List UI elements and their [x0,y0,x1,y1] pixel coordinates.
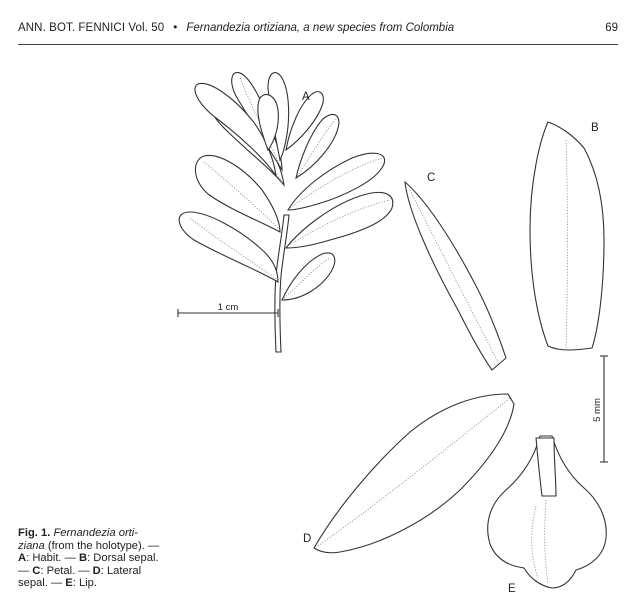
lateral-sepal-drawing [314,394,514,553]
caption-part-e-text: Lip. [78,577,97,590]
label-B: B [591,122,599,134]
scale-label-1cm: 1 cm [217,302,239,313]
label-E: E [508,583,516,595]
caption-part-c-text: Petal. [46,564,76,577]
scale-bar-5mm [592,356,608,462]
caption-part-d-letter: D [92,564,101,577]
caption-species: Fernandezia orti-ziana [18,527,139,552]
figure-caption: Fig. 1. Fernandezia orti-ziana (from the holotype). — A: Habit. — B: Dorsal sepal. — C: Petal. — D: Lateral sepal. — E: Lip. [18,527,160,590]
article-title: Fernandezia ortiziana, a new species from Colombia [186,22,455,34]
caption-part-b-letter: B [78,552,88,565]
lip-drawing [488,436,607,588]
journal-name: ANN. BOT. FENNICI Vol. 50 [18,22,165,34]
caption-part-e-letter: E [65,577,73,590]
caption-part-b-text: Dorsal sepal. [93,552,159,565]
label-C: C [427,172,436,184]
label-A: A [302,91,310,103]
caption-fig-label: Fig. 1. [18,527,51,539]
scale-bar-1cm [178,302,278,317]
caption-part-a-text: Habit. [32,552,62,565]
label-D: D [303,533,312,545]
header-bullet: • [173,22,178,34]
caption-source: (from the holotype). [47,539,145,552]
scale-label-5mm: 5 mm [592,398,603,422]
caption-part-c-letter: C [32,564,41,577]
page-number: 69 [605,22,618,34]
petal-drawing [405,182,506,370]
dorsal-sepal-drawing [530,122,604,350]
habit-drawing [179,72,393,352]
caption-part-d-text: Lateral sepal. [18,564,142,590]
caption-part-a-letter: A [18,552,27,565]
